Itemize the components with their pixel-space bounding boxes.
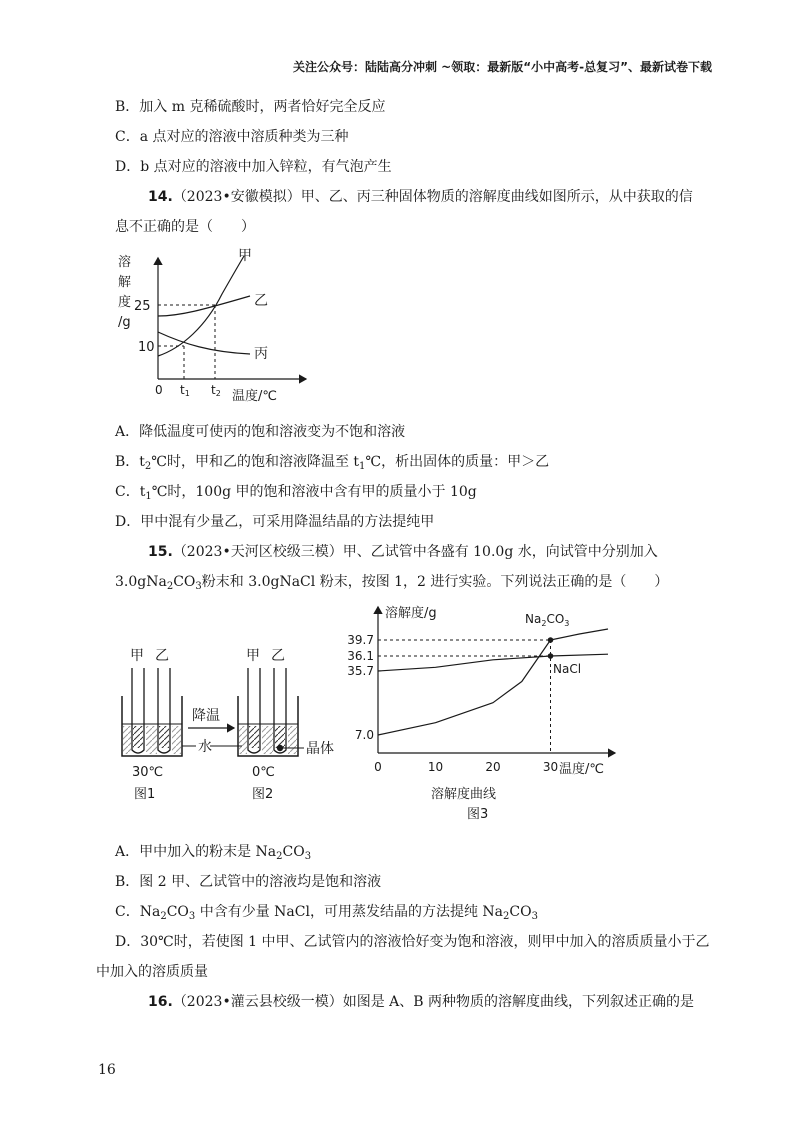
fig2-beaker [238,648,334,802]
q14-y-label-1: 溶 [118,255,132,270]
page-number: 16 [98,1062,116,1078]
q15-figures-1-2 [110,638,340,810]
q14-label-bing: 丙 [254,346,268,362]
water-label: 水 [198,739,212,755]
q14-number: 14. [148,189,173,205]
q14-option-a: A．降低温度可使丙的饱和溶液变为不饱和溶液 [115,424,406,440]
q14-stem-line2: 息不正确的是（ ） [115,219,255,235]
q15-stem-line1: 15.（2023•天河区校级三模）甲、乙试管中各盛有 10.0g 水，向试管中分别加入 [148,544,658,560]
fig3-x-tick-0: 0 [374,760,382,774]
q16-number: 16. [148,994,173,1010]
q14-x-tick-t2: t2 [211,383,221,398]
crystal-dot [277,745,283,751]
fig3-y-tick-36-1: 36.1 [347,649,374,663]
q15-figure-3-chart [345,603,625,825]
fig3-point-nacl-30 [548,653,554,659]
fig3-subtitle: 溶解度曲线 [431,787,497,802]
fig3-x-tick-20: 20 [485,760,501,774]
q14-x-tick-t1: t1 [180,383,190,398]
q15-option-c: C．$Na_2CO_3$ 中含有少量 NaCl，可用蒸发结晶的方法提纯 $Na_2CO_3$ [115,904,538,922]
fig3-point-na2co3-30 [548,637,554,643]
fig3-x-tick-10: 10 [427,760,444,774]
q15-option-b: B．图 2 甲、乙试管中的溶液均是饱和溶液 [115,874,382,890]
fig3-caption: 图3 [467,807,489,822]
q14-y-label-3: 度 [118,295,132,310]
fig3-y-tick-7: 7.0 [354,728,374,742]
q14-option-c: C．$t_1℃$时，100g 甲的饱和溶液中含有甲的质量小于 10g [115,484,477,502]
q15-stem-line2: $3.0gNa_2CO_3$粉末和 3.0gNaCl 粉末，按图 1，2 进行实验。下列说法正确的是（ ） [115,574,669,592]
prev-option-d: D．b 点对应的溶液中加入锌粒，有气泡产生 [115,159,392,175]
fig2-label-yi: 乙 [271,648,285,664]
q14-origin: 0 [155,383,163,397]
prev-option-b: B．加入 m 克稀硫酸时，两者恰好完全反应 [115,99,386,115]
fig1-beaker [122,648,182,802]
q14-curve-bing [158,332,250,354]
prev-option-c: C．a 点对应的溶液中溶质种类为三种 [115,129,349,145]
q14-y-label-4: /g [118,315,131,330]
q14-curve-yi [158,296,250,316]
page-header: 关注公众号：陆陆高分冲刺 ~领取：最新版“小中高考-总复习”、最新试卷下载 [293,60,712,74]
fig1-temp: 30℃ [132,765,164,780]
q15-option-a: A．甲中加入的粉末是 $Na_2CO_3$ [115,844,312,862]
fig2-label-jia: 甲 [246,648,260,664]
fig2-caption: 图2 [252,787,274,802]
fig1-label-yi: 乙 [155,648,169,664]
q14-x-label: 温度/℃ [232,389,277,404]
crystal-label: 晶体 [306,741,334,757]
fig3-y-tick-35-7: 35.7 [347,664,374,678]
fig1-caption: 图1 [134,787,156,802]
q15-option-d-line1: D．30℃时，若使图 1 中甲、乙试管内的溶液恰好变为饱和溶液，则甲中加入的溶质质量小于乙 [115,934,710,950]
fig3-y-tick-39-7: 39.7 [347,633,374,647]
fig1-arrow-label: 降温 [192,708,220,724]
q14-solubility-graph [110,244,320,406]
q14-label-jia: 甲 [238,248,252,264]
fig3-x-label: 温度/℃ [559,762,604,777]
fig2-temp: 0℃ [252,765,275,780]
q14-y-tick-10: 10 [138,340,155,355]
q14-label-yi: 乙 [254,293,268,309]
q15-option-d-line2: 中加入的溶质质量 [96,964,208,980]
fig3-y-label: 溶解度/g [385,606,437,621]
q14-y-tick-25: 25 [134,299,151,314]
q14-curve-jia [158,256,244,356]
q14-y-label-2: 解 [118,275,132,290]
fig3-x-tick-30: 30 [542,760,559,774]
q14-option-d: D．甲中混有少量乙，可采用降温结晶的方法提纯甲 [115,514,435,530]
q15-number: 15. [148,544,173,560]
q16-stem-line1: 16.（2023•灌云县校级一模）如图是 A、B 两种物质的溶解度曲线，下列叙述正确的是 [148,994,694,1010]
fig3-label-na2co3: $Na_2CO_3$ [525,612,570,628]
fig3-series-na2co3 [378,629,608,735]
q14-option-b: B．$t_2℃$时，甲和乙的饱和溶液降温至 $t_1℃$，析出固体的质量：甲＞乙 [115,454,550,472]
fig3-label-nacl: NaCl [553,662,582,676]
q14-stem-line1: 14.（2023•安徽模拟）甲、乙、丙三种固体物质的溶解度曲线如图所示，从中获取的信 [148,189,693,205]
fig1-label-jia: 甲 [130,648,144,664]
